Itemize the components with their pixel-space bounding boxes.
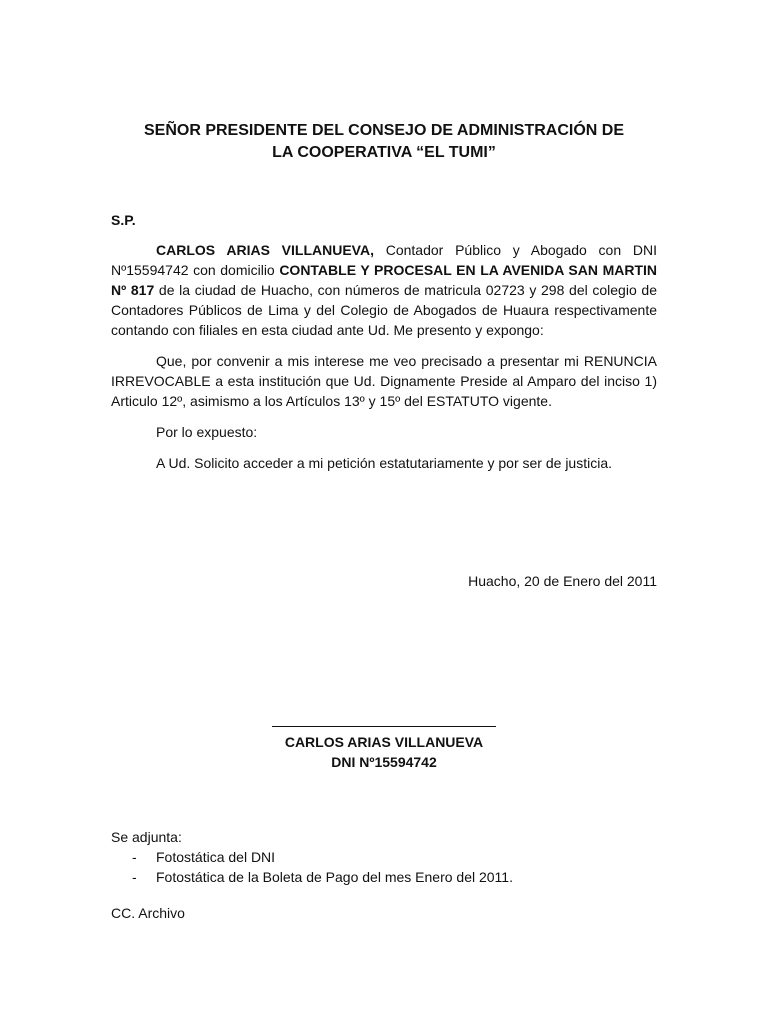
signature-dni: DNI Nº15594742: [331, 754, 437, 770]
title-line-1: SEÑOR PRESIDENTE DEL CONSEJO DE ADMINISTRACIÓN DE: [143, 122, 625, 139]
title-line-2: LA COOPERATIVA “EL TUMI”: [272, 144, 496, 161]
document-title: [100, 120, 668, 164]
attachment-text: Fotostática de la Boleta de Pago del mes Enero del 2011.: [156, 869, 513, 885]
salutation: S.P.: [111, 212, 136, 228]
signature-block: [200, 732, 568, 772]
cc-archive: CC. Archivo: [111, 905, 185, 921]
attachments-heading: Se adjunta:: [111, 829, 182, 845]
attachment-text: Fotostática del DNI: [156, 849, 276, 865]
paragraph-petition: A Ud. Solicito acceder a mi petición estatutariamente y por ser de justicia.: [156, 455, 612, 471]
sender-address: CONTABLE Y PROCESAL EN LA AVENIDA SAN MARTIN Nº 817: [111, 262, 658, 298]
attachments: [111, 827, 513, 887]
paragraph-request: Que, por convenir a mis interese me veo precisado a presentar mi RENUNCIA IRREVOCABLE a esta institución que Ud. Dignamente Preside al Amparo del inciso 1) Articulo 12º, asimismo a los Artículos 13º y 15º del ESTATUTO vigente.: [111, 353, 657, 409]
signature-name: CARLOS ARIAS VILLANUEVA: [284, 734, 484, 750]
sender-name: CARLOS ARIAS VILLANUEVA,: [156, 242, 374, 258]
dash-marker: -: [132, 849, 137, 865]
paragraph-introduction: [111, 240, 657, 340]
list-item: [111, 867, 513, 887]
dash-marker: -: [132, 869, 137, 885]
intro-text-a: Contador Público y Abogado con DNI Nº15594742 con domicilio: [111, 242, 657, 278]
signature-line: [272, 726, 496, 727]
letter-body: [111, 240, 657, 484]
list-item: [111, 847, 513, 867]
paragraph-expuesto: Por lo expuesto:: [156, 424, 258, 440]
attachments-list: [111, 847, 513, 887]
letter-date: Huacho, 20 de Enero del 2011: [468, 573, 657, 589]
intro-text-b: de la ciudad de Huacho, con números de matricula 02723 y 298 del colegio de Contadores Públicos de Lima y del Colegio de Abogados de Huaura respectivamente contando con filiales en esta ciudad ante Ud. Me presento y expongo:: [111, 282, 657, 338]
